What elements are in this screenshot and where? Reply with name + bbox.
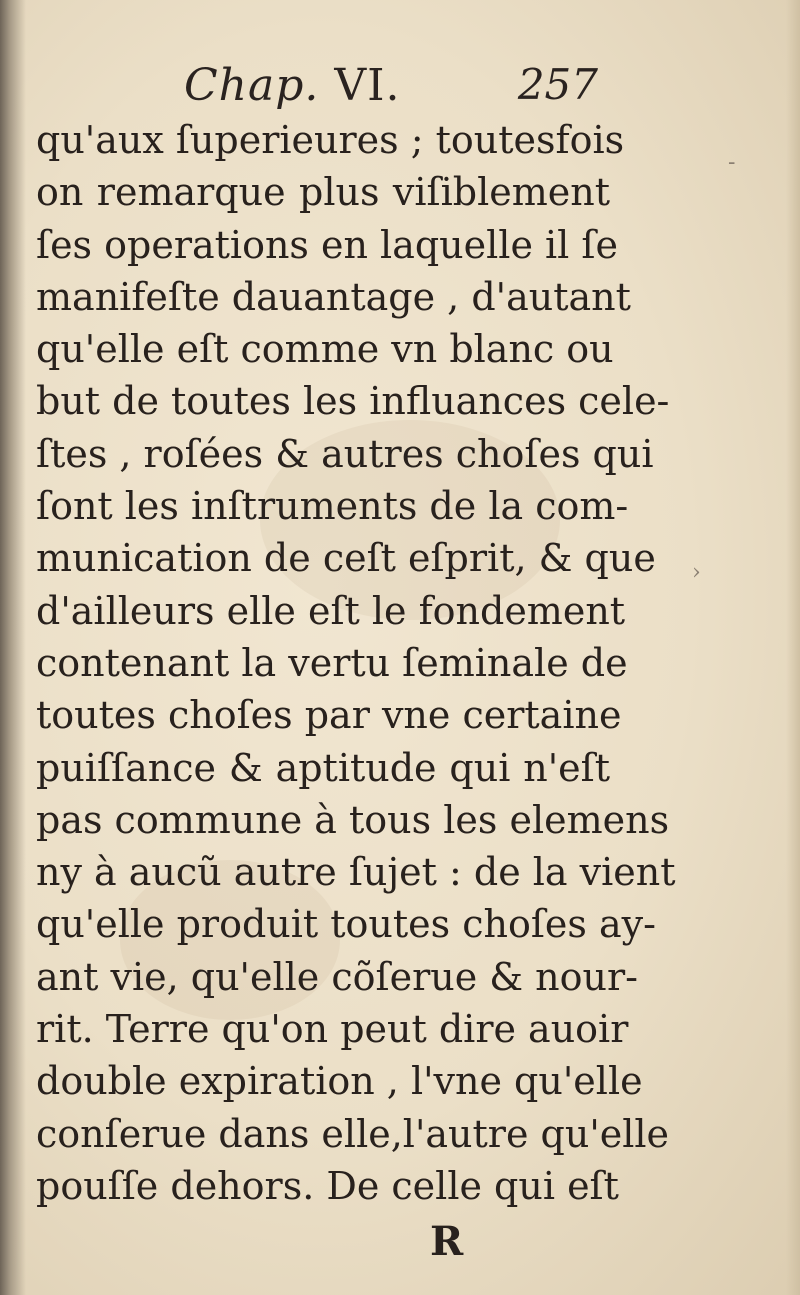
- spine-shadow: [0, 0, 26, 1295]
- text-line: double expiration , l'vne qu'elle: [36, 1059, 643, 1104]
- text-line: manifeſte dauantage , d'autant: [36, 274, 631, 319]
- text-line: d'ailleurs elle eſt le fondement: [36, 588, 626, 633]
- text-line: qu'elle produit toutes choſes ay-: [36, 902, 656, 947]
- text-line: puiſſance & aptitude qui n'eſt: [36, 745, 610, 790]
- text-line: ſtes , roſées & autres choſes qui: [36, 431, 654, 476]
- text-line: ſont les inſtruments de la com-: [36, 484, 629, 529]
- text-line: pouſſe dehors. De celle qui eſt: [36, 1163, 619, 1208]
- text-line: conſerue dans elle,l'autre qu'elle: [36, 1111, 670, 1156]
- text-line: ant vie, qu'elle cõſerue & nour-: [36, 954, 639, 999]
- text-line: qu'aux ſuperieures ; toutesfois: [36, 118, 625, 162]
- text-line: qu'elle eſt comme vn blanc ou: [36, 327, 614, 372]
- margin-mark: -: [728, 150, 736, 175]
- page-number: 257: [517, 60, 598, 109]
- text-line: but de toutes les influances cele-: [36, 379, 670, 424]
- text-line: ny à aucũ autre ſujet : de la vient: [36, 850, 676, 895]
- page-edge: [786, 0, 800, 1295]
- body-text: [36, 114, 676, 1212]
- text-line: contenant la vertu ſeminale de: [36, 640, 628, 685]
- text-line: pas commune à tous les elemens: [36, 797, 670, 842]
- text-line: rit. Terre qu'on peut dire auoir: [36, 1007, 629, 1052]
- text-line: ſes operations en laquelle il ſe: [36, 222, 618, 267]
- text-line: on remarque plus viſiblement: [36, 170, 610, 215]
- running-title: [184, 60, 401, 111]
- chapter-label: Chap.: [184, 60, 320, 111]
- chapter-number: VI.: [334, 60, 401, 111]
- margin-mark: ›: [692, 560, 701, 585]
- text-line: toutes choſes par vne certaine: [36, 693, 622, 738]
- catchword: R: [430, 1218, 464, 1265]
- running-header: [36, 52, 606, 111]
- text-line: munication de ceſt eſprit, & que: [36, 536, 656, 581]
